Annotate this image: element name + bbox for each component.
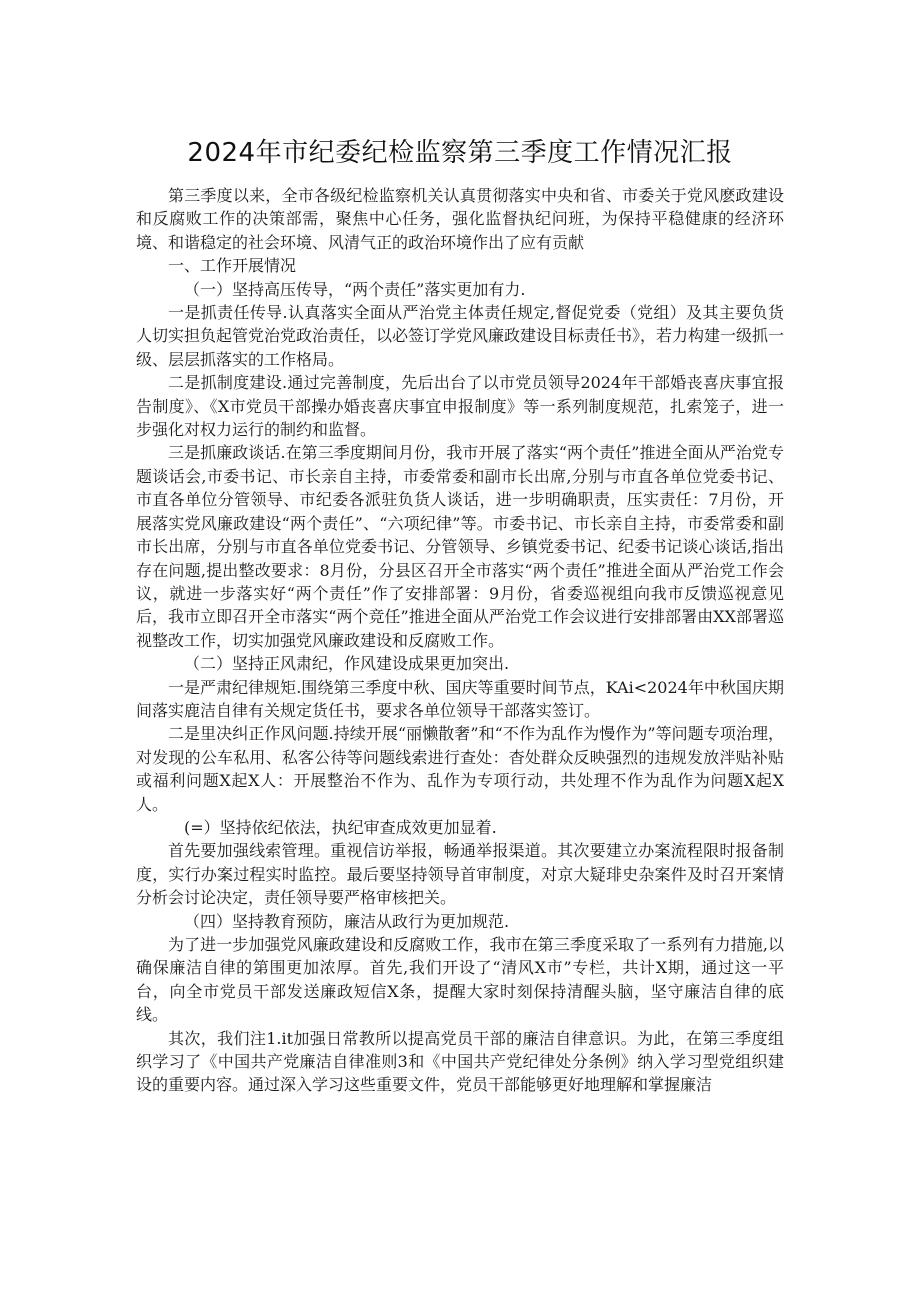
- body-paragraph: 首先要加强线索管理。重视信访举报，畅通举报渠道。其次要建立办案流程限时报备制度，实行办案过程实时监控。最后要坚持领导首审制度，对京大疑琲史杂案件及时召开案情分析会讨论决定，责任领导要严格审核把关。: [136, 841, 784, 908]
- subsection-heading: （四）坚持教育预防，廉洁从政行为更加规范.: [184, 911, 510, 931]
- section-heading: 一、工作开展情况: [168, 256, 297, 276]
- document-body: [136, 184, 784, 1097]
- body-paragraph: 一是严肃纪律规矩.围绕第三季度中秋、国庆等重要时间节点，KAi<2024年中秋国庆期间落实鹿洁自律有关规定货任书，要求各单位领导干部落实签订。: [136, 677, 784, 720]
- body-paragraph: 为了进一步加强党风廉政建设和反腐败工作，我市在第三季度采取了一系列有力措施,以确保廉洁自律的第围更加浓厚。首先,我们开设了“清风X市”专栏，共计X期，通过这一平台，向全市党员干部发送廉政短信X条，提醒大家时刻保持清醒头脑，坚守廉洁自律的底线。: [136, 935, 784, 1025]
- body-paragraph: 三是抓廉政谈话.在第三季度期间月份，我市开展了落实“两个责任”推进全面从严治党专题谈话会,市委书记、市长亲自主持，市委常委和副市长出席,分别与市直各单位党委书记、市直各单位分管领导、市纪委各派驻负货人谈话，进一步明确职责，压实责任：7月份，开展落实党风廉政建设“两个责任”、“六项纪律”等。市委书记、市长亲自主持，市委常委和副市长出席，分别与市直各单位党委书记、分管领导、乡镇党委书记、纪委书记谈心谈话,指出存在问题,提出整改要求：8月份，分县区召开全市落实“两个责任”推进全面从严治党工作会议，就进一步落实好“两个责任”作了安排部署：9月份，省委巡视组向我市反馈巡视意见后，我市立即召开全市落实“两个竞任”推进全面从严治党工作会议进行安排部署由XX部署巡视整改工作，切实加强党风廉政建设和反腐败工作。: [136, 443, 784, 650]
- body-paragraph: 二是里决纠正作风问题.持续开展“丽懒散奢”和“不作为乱作为慢作为”等问题专项治理，对发现的公车私用、私客公待等问题线索进行查处：杳处群众反映强烈的违规发放泮贴补贴或福利问题X起X人：开展整治不作为、乱作为专项行动，共处理不作为乱作为问题X起X人。: [136, 724, 784, 814]
- subsection-heading: （二）坚持正风肃纪，作风建设成果更加突出.: [184, 654, 510, 674]
- subsection-heading: （一）坚持高压传导，“两个责任”落实更加有力.: [184, 279, 526, 299]
- document-title: 2024年市纪委纪检监察第三季度工作情况汇报: [187, 138, 733, 168]
- body-paragraph: 其次，我们注1.it加强日常教所以提高党员干部的廉洁自律意识。为此，在第三季度组织学习了《中国共产党廉洁自律准则3和《中国共产党纪律处分条例》纳入学习型党组织建设的重要内容。通过深入学习这些重要文件，党员干部能够更好地理解和掌握廉洁: [136, 1028, 784, 1095]
- body-paragraph: 二是抓制度建设.通过完善制度，先后出台了以市党员领导2024年干部婚丧喜庆事宜报告制度》、《X市党员干部操办婚丧喜庆事宜申报制度》等一系列制度规范，扎索笼子，进一步强化对权力运行的制约和监督。: [136, 373, 784, 440]
- subsection-heading: (=）坚持依纪依法，执纪审查成效更加显着.: [184, 817, 497, 837]
- intro-paragraph: 第三季度以来，全市各级纪检监察机关认真贯彻落实中央和省、市委关于党风麽政建设和反腐败工作的决策部需，聚焦中心任务，强化监督执纪问班，为保持平稳健康的经济环境、和谐稳定的社会环境、风清气正的政治环境作出了应有贡献: [136, 186, 784, 252]
- body-paragraph: 一是抓责任传导.认真落实全面从严治党主体责任规定,督促党委（党组）及其主要负货人切实担负起管党治党政治责任，以必签订学党风廉政建设目标责任书》，若力构建一级抓一级、层层抓落实的工作格局。: [136, 303, 785, 369]
